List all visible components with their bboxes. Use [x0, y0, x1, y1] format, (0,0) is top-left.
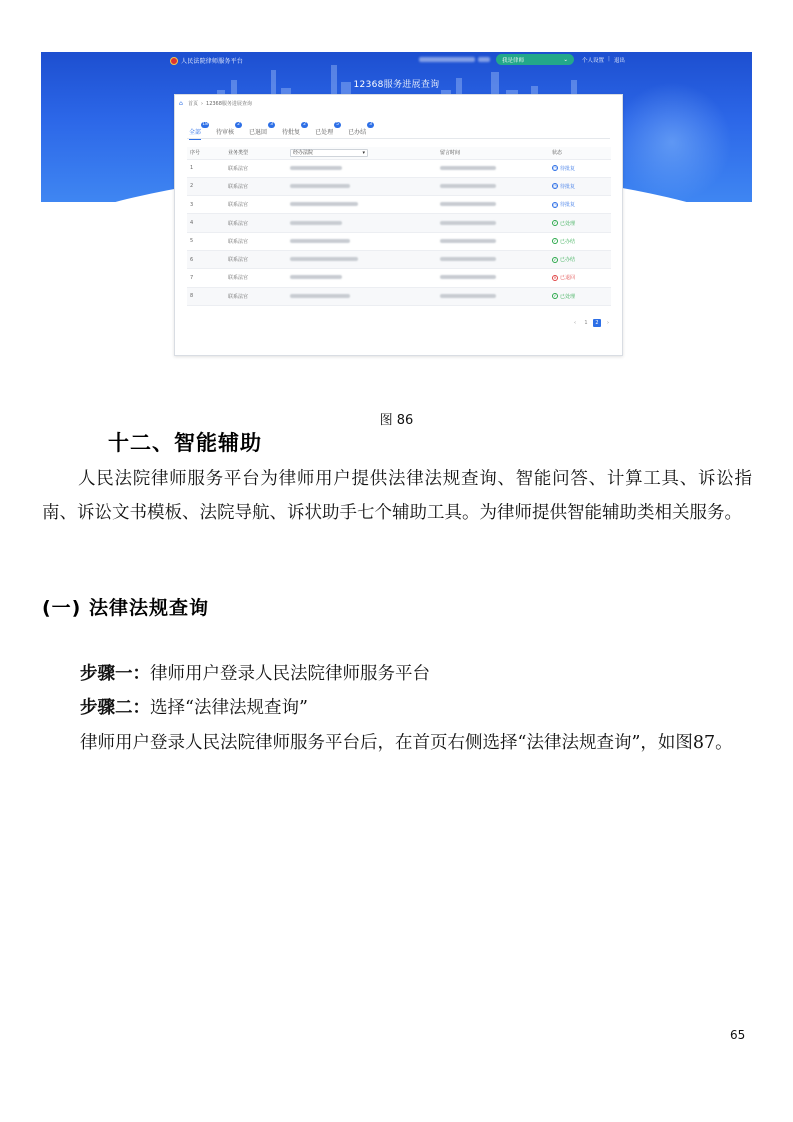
status-badge: [552, 183, 575, 190]
row-court: [287, 177, 437, 195]
status-label: 已办结: [560, 257, 576, 264]
redacted-court: [290, 257, 358, 261]
row-status: [549, 214, 611, 232]
row-type: 联系法官: [225, 196, 287, 214]
personal-settings-link[interactable]: 个人设置: [582, 58, 605, 64]
redacted-time: [440, 166, 496, 170]
redacted-court: [290, 184, 350, 188]
row-time: [437, 287, 549, 305]
status-label: 已处理: [560, 293, 576, 300]
row-index: 8: [187, 287, 225, 305]
prev-page-button[interactable]: ‹: [574, 320, 576, 326]
row-court: [287, 269, 437, 287]
row-index: 6: [187, 250, 225, 268]
table-row[interactable]: [187, 269, 611, 287]
top-links: [582, 56, 625, 64]
redacted-time: [440, 221, 496, 225]
home-icon[interactable]: ⌂: [179, 99, 183, 107]
row-time: [437, 214, 549, 232]
step-two-text: 选择“法律法规查询”: [150, 698, 308, 718]
redacted-court: [290, 166, 342, 170]
table-row[interactable]: [187, 159, 611, 177]
status-badge: [552, 220, 575, 227]
row-type: 联系法官: [225, 214, 287, 232]
table-header: [187, 147, 611, 159]
redacted-time: [440, 294, 496, 298]
court-emblem-icon: [170, 57, 178, 65]
role-select-value: 我是律师: [502, 57, 525, 64]
row-status: [549, 287, 611, 305]
tab-label: 待审核: [216, 129, 235, 136]
breadcrumb: [179, 100, 252, 107]
chevron-down-icon: ⌄: [563, 56, 568, 63]
redacted-time: [440, 257, 496, 261]
intro-paragraph: 人民法院律师服务平台为律师用户提供法律法规查询、智能问答、计算工具、诉讼指南、诉讼文书模板、法院导航、诉状助手七个辅助工具。为律师提供智能辅助类相关服务。: [42, 469, 752, 523]
page-number: 65: [730, 1028, 746, 1042]
row-status: [549, 232, 611, 250]
redacted-time: [440, 275, 496, 279]
row-index: 5: [187, 232, 225, 250]
count-badge: 5: [334, 122, 341, 128]
redacted-court: [290, 239, 350, 243]
row-time: [437, 269, 549, 287]
brand[interactable]: [170, 56, 243, 65]
tab-label: 已处理: [315, 129, 334, 136]
status-label: 待批复: [560, 183, 576, 190]
status-done-icon: ✓: [553, 220, 557, 226]
figure-caption: 图 86: [379, 413, 414, 428]
app-title: 人民法院律师服务平台: [181, 58, 244, 65]
count-badge: 2: [301, 122, 308, 128]
figure-86-screenshot: [41, 52, 752, 357]
row-status: [549, 250, 611, 268]
divider: |: [608, 56, 610, 62]
step-one-text: 律师用户登录人民法院律师服务平台: [150, 664, 430, 684]
row-index: 2: [187, 177, 225, 195]
col-type: 业务类型: [225, 147, 287, 159]
row-status: [549, 159, 611, 177]
row-court: [287, 250, 437, 268]
redacted-court: [290, 275, 342, 279]
status-badge: [552, 238, 575, 245]
caret-down-icon: ▾: [362, 149, 365, 156]
section-heading: 十二、智能辅助: [108, 431, 262, 455]
row-time: [437, 250, 549, 268]
step-two-label: 步骤二：: [80, 698, 150, 718]
row-time: [437, 177, 549, 195]
table-row[interactable]: [187, 232, 611, 250]
row-court: [287, 287, 437, 305]
status-label: 已处理: [560, 220, 576, 227]
redacted-court: [290, 221, 342, 225]
table-row[interactable]: [187, 250, 611, 268]
chevron-right-icon: ›: [201, 100, 204, 107]
page-2-button[interactable]: 2: [593, 319, 601, 327]
row-court: [287, 214, 437, 232]
redacted-user-info: [419, 57, 475, 62]
row-status: [549, 269, 611, 287]
status-rejected-icon: ✕: [553, 274, 557, 280]
court-filter-select[interactable]: [290, 149, 368, 157]
redacted-time: [440, 202, 496, 206]
tab-label: 待批复: [282, 129, 301, 136]
court-filter-label: 经办法院: [293, 150, 314, 157]
redacted-court: [290, 202, 358, 206]
decorative-glow: [612, 82, 732, 202]
col-index: 序号: [187, 147, 225, 159]
step-one-label: 步骤一：: [80, 664, 150, 684]
col-status: 状态: [549, 147, 611, 159]
breadcrumb-current: 12368服务进展查询: [206, 101, 252, 107]
row-type: 联系法官: [225, 232, 287, 250]
next-page-button[interactable]: ›: [607, 320, 609, 326]
table-body: [187, 159, 611, 305]
status-badge: [552, 293, 575, 300]
row-index: 1: [187, 159, 225, 177]
row-court: [287, 232, 437, 250]
status-done-icon: ✓: [553, 238, 557, 244]
row-type: 联系法官: [225, 250, 287, 268]
pagination: [571, 319, 612, 327]
body-paragraph: 律师用户登录人民法院律师服务平台后，在首页右侧选择“法律法规查询”，如图87。: [80, 733, 733, 753]
status-label: 待批复: [560, 165, 576, 172]
count-badge: 3: [367, 122, 374, 128]
status-badge: [552, 274, 575, 281]
row-time: [437, 196, 549, 214]
tab-label: 已退回: [249, 129, 268, 136]
row-status: [549, 177, 611, 195]
tab-label: 已办结: [348, 129, 367, 136]
status-label: 待批复: [560, 202, 576, 209]
row-index: 4: [187, 214, 225, 232]
table-row[interactable]: [187, 214, 611, 232]
count-badge: 3: [268, 122, 275, 128]
progress-table: [187, 147, 611, 306]
step-two: [80, 694, 308, 719]
table-row[interactable]: [187, 196, 611, 214]
status-label: 已退回: [560, 275, 576, 282]
row-time: [437, 232, 549, 250]
subsection-heading: (一) 法律法规查询: [42, 597, 209, 619]
status-pending-icon: ◷: [553, 201, 557, 207]
row-type: 联系法官: [225, 177, 287, 195]
role-select[interactable]: [496, 54, 574, 65]
count-badge: 18: [202, 122, 209, 127]
redacted-time: [440, 184, 496, 188]
tab-label: 全部: [189, 129, 202, 136]
redacted-court: [290, 294, 350, 298]
hero-title: 12368服务进展查询: [353, 80, 440, 90]
status-badge: [552, 201, 575, 208]
page-1-button[interactable]: 1: [584, 320, 588, 326]
redacted-time: [440, 239, 496, 243]
status-done-icon: ✓: [553, 256, 557, 262]
logout-link[interactable]: 退出: [613, 58, 625, 64]
col-court: [287, 147, 437, 159]
col-time: 留言时间: [437, 147, 549, 159]
row-type: 联系法官: [225, 287, 287, 305]
status-pending-icon: ◷: [553, 183, 557, 189]
row-index: 7: [187, 269, 225, 287]
table-row[interactable]: [187, 287, 611, 305]
breadcrumb-home[interactable]: 首页: [188, 101, 199, 107]
status-done-icon: ✓: [553, 293, 557, 299]
top-bar: [41, 52, 752, 68]
status-label: 已办结: [560, 238, 576, 245]
status-badge: [552, 256, 575, 263]
count-badge: 2: [235, 122, 242, 128]
row-type: 联系法官: [225, 159, 287, 177]
progress-query-card: [174, 94, 623, 356]
row-type: 联系法官: [225, 269, 287, 287]
row-time: [437, 159, 549, 177]
step-one: [80, 660, 430, 685]
tabs-divider: [187, 138, 610, 139]
row-court: [287, 196, 437, 214]
row-status: [549, 196, 611, 214]
status-pending-icon: ◷: [553, 165, 557, 171]
row-court: [287, 159, 437, 177]
status-badge: [552, 165, 575, 172]
table-row[interactable]: [187, 177, 611, 195]
row-index: 3: [187, 196, 225, 214]
redacted-user-role: [478, 57, 490, 62]
